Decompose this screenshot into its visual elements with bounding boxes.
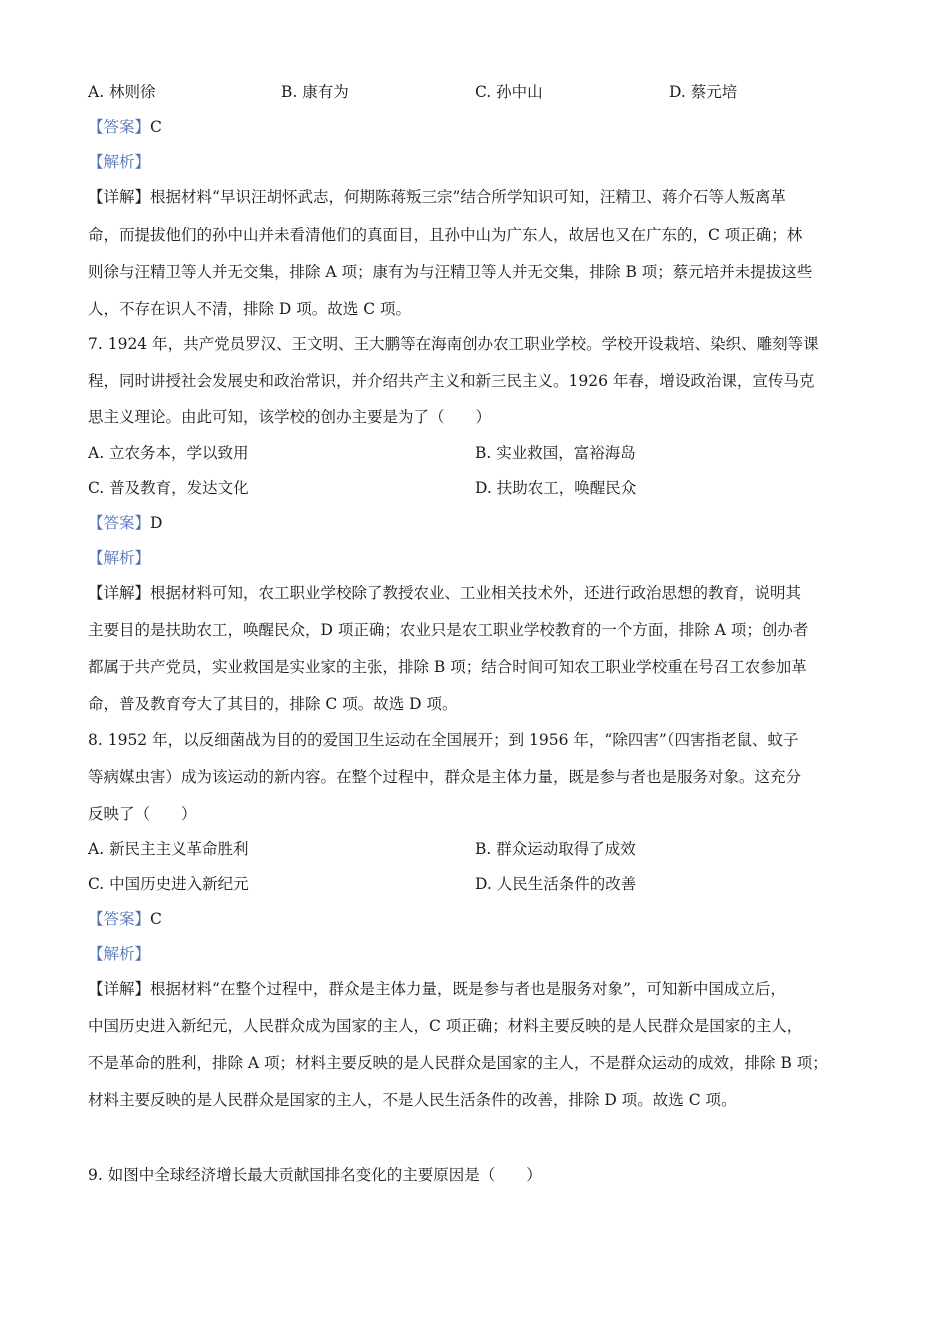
q7-detail-line-4: 命，普及教育夸大了其目的，排除 C 项。故选 D 项。 [88,695,458,713]
detail-tag: 【详解】 [88,584,151,602]
q7-detail-line-1 [88,583,801,603]
q6-analysis-tag: 【解析】 [88,153,151,171]
q7-stem-line-2: 程，同时讲授社会发展史和政治常识，并介绍共产主义和新三民主义。1926 年春，增设政治课，宣传马克 [88,372,815,390]
q7-detail-line-3: 都属于共产党员，实业救国是实业家的主张，排除 B 项；结合时间可知农工职业学校重在号召工农参加革 [88,658,807,676]
detail-tag: 【详解】 [88,188,151,206]
q6-detail-line-3: 则徐与汪精卫等人并无交集，排除 A 项；康有为与汪精卫等人并无交集，排除 B 项；蔡元培并未提拔这些 [88,263,813,281]
q6-detail-line-4: 人，不存在识人不清，排除 D 项。故选 C 项。 [88,300,411,318]
q6-option-d: D. 蔡元培 [669,83,738,101]
q6-option-a: A. 林则徐 [88,83,156,101]
q8-option-a: A. 新民主主义革命胜利 [88,840,249,858]
detail-text: 根据材料“早识汪胡怀武志，何期陈蒋叛三宗”结合所学知识可知，汪精卫、蒋介石等人叛离革 [150,188,786,206]
q7-stem-line-3: 思主义理论。由此可知，该学校的创办主要是为了（ ） [88,408,492,426]
answer-tag: 【答案】 [88,910,151,928]
q8-answer [88,909,162,929]
q8-detail-line-1 [88,979,786,999]
answer-value: D [150,514,163,532]
detail-text: 根据材料“在整个过程中，群众是主体力量，既是参与者也是服务对象”，可知新中国成立后， [150,980,786,998]
answer-value: C [150,118,162,136]
q7-detail-line-2: 主要目的是扶助农工，唤醒民众，D 项正确；农业只是农工职业学校教育的一个方面，排除 A 项；创办者 [88,621,809,639]
q8-detail-line-4: 材料主要反映的是人民群众是国家的主人，不是人民生活条件的改善，排除 D 项。故选 C 项。 [88,1091,737,1109]
q7-analysis-tag: 【解析】 [88,549,151,567]
q8-analysis-tag: 【解析】 [88,945,151,963]
answer-tag: 【答案】 [88,514,151,532]
answer-tag: 【答案】 [88,118,151,136]
q6-answer [88,117,162,137]
q8-detail-line-2: 中国历史进入新纪元，人民群众成为国家的主人，C 项正确；材料主要反映的是人民群众是国家的主人， [88,1017,803,1035]
q8-stem-line-1: 8. 1952 年，以反细菌战为目的的爱国卫生运动在全国展开；到 1956 年，“除四害”（四害指老鼠、蚊子 [88,731,799,749]
detail-text: 根据材料可知，农工职业学校除了教授农业、工业相关技术外，还进行政治思想的教育，说明其 [150,584,802,602]
q7-answer [88,513,162,533]
q8-option-d: D. 人民生活条件的改善 [475,875,637,893]
q8-stem-line-3: 反映了（ ） [88,805,197,823]
q6-detail-line-2: 命，而提拔他们的孙中山并未看清他们的真面目，且孙中山为广东人，故居也又在广东的，C 项正确；林 [88,226,803,244]
q8-stem-line-2: 等病媒虫害）成为该运动的新内容。在整个过程中，群众是主体力量，既是参与者也是服务对象。这充分 [88,768,802,786]
q6-option-b: B. 康有为 [281,83,349,101]
q7-option-a: A. 立农务本，学以致用 [88,444,249,462]
q8-option-c: C. 中国历史进入新纪元 [88,875,249,893]
q6-detail-line-1 [88,187,786,207]
q9-stem: 9. 如图中全球经济增长最大贡献国排名变化的主要原因是（ ） [88,1166,542,1184]
q7-option-c: C. 普及教育，发达文化 [88,479,249,497]
answer-value: C [150,910,162,928]
q7-option-d: D. 扶助农工，唤醒民众 [475,479,637,497]
q8-option-b: B. 群众运动取得了成效 [475,840,636,858]
q7-stem-line-1: 7. 1924 年，共产党员罗汉、王文明、王大鹏等在海南创办农工职业学校。学校开设栽培、染织、雕刻等课 [88,335,819,353]
detail-tag: 【详解】 [88,980,151,998]
q7-option-b: B. 实业救国，富裕海岛 [475,444,636,462]
q6-option-c: C. 孙中山 [475,83,543,101]
q8-detail-line-3: 不是革命的胜利，排除 A 项；材料主要反映的是人民群众是国家的主人，不是群众运动的成效，排除 B 项； [88,1054,828,1072]
